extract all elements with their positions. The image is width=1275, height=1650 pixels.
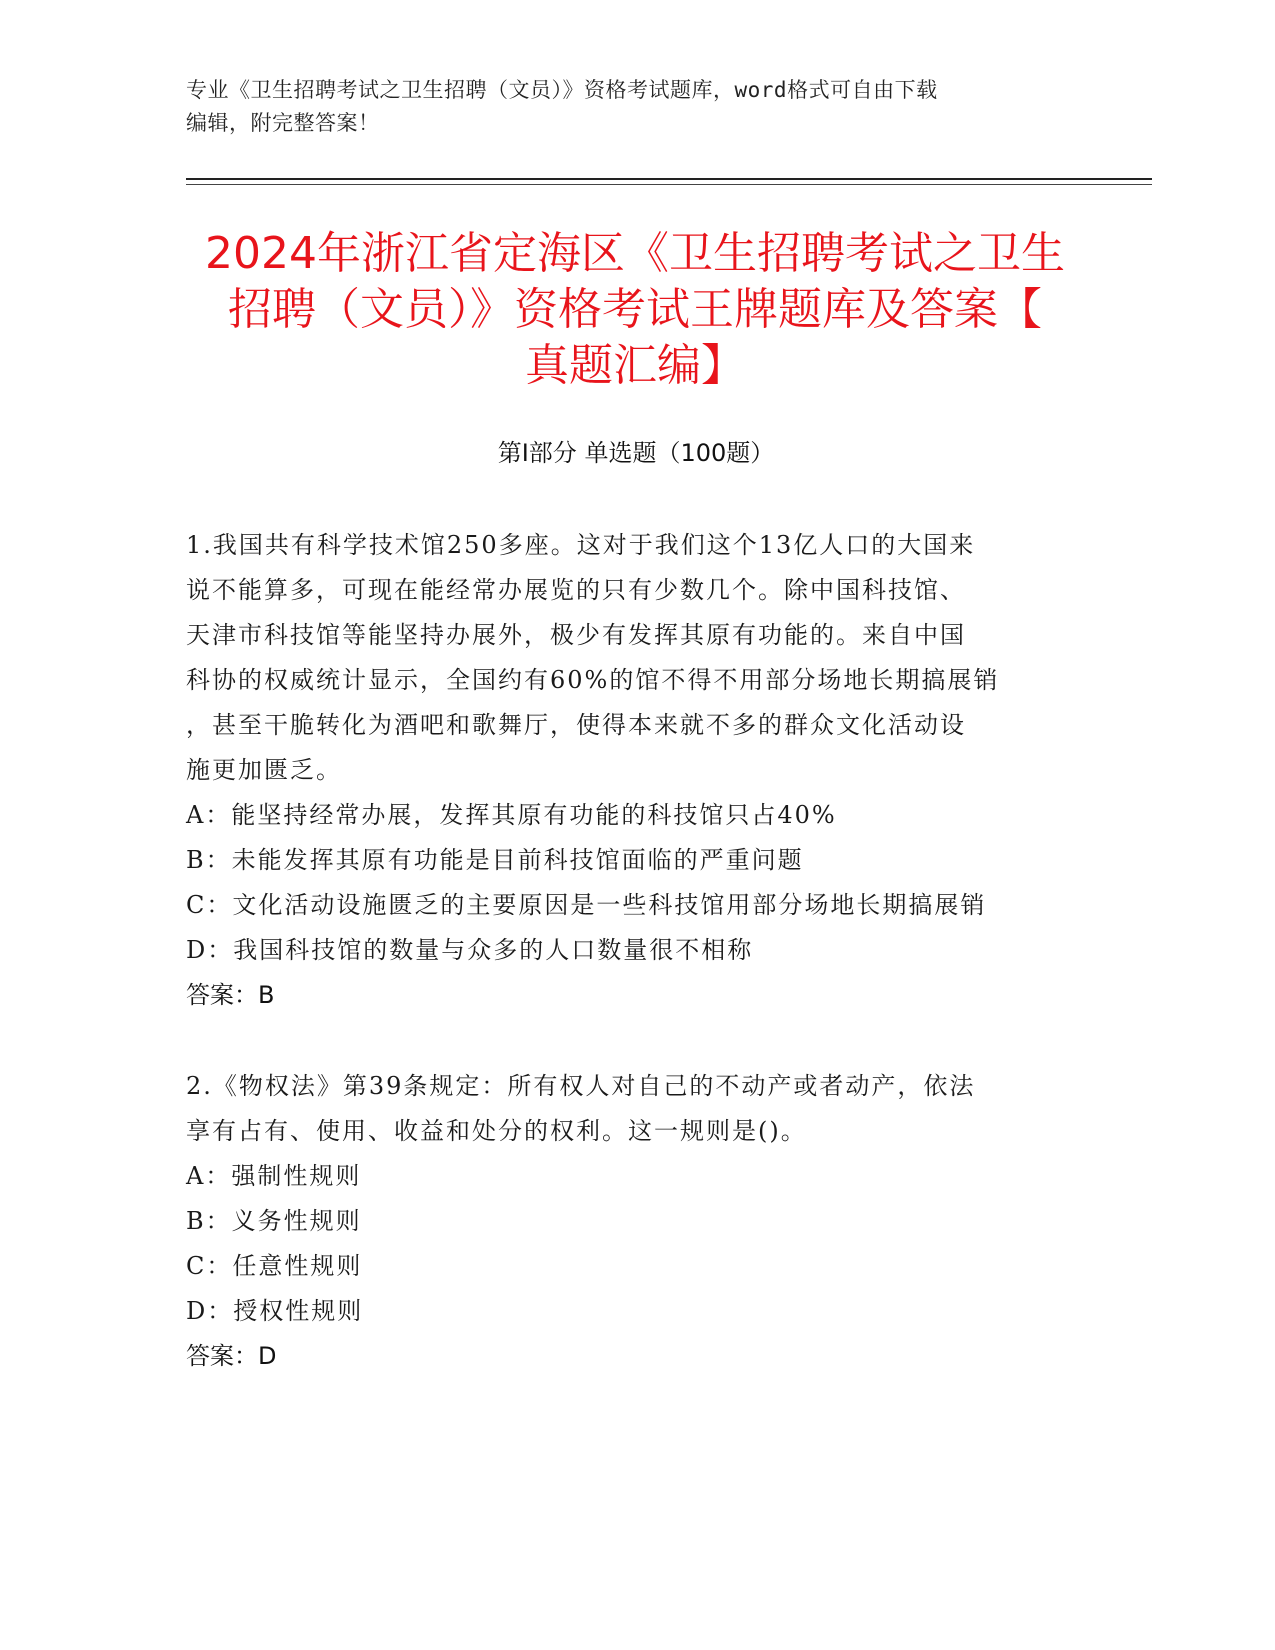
question-item <box>186 523 1086 1018</box>
option-c: C：任意性规则 <box>186 1252 363 1280</box>
document-title <box>160 226 1110 394</box>
question-stem <box>186 1064 1086 1154</box>
header-divider-thin <box>186 184 1152 185</box>
stem-line: 享有占有、使用、收益和处分的权利。这一规则是()。 <box>186 1117 807 1145</box>
title-line: 2024年浙江省定海区《卫生招聘考试之卫生 <box>205 228 1065 279</box>
header-note <box>186 74 1086 140</box>
option-c: C：文化活动设施匮乏的主要原因是一些科技馆用部分场地长期搞展销 <box>186 891 987 919</box>
stem-line: 天津市科技馆等能坚持办展外，极少有发挥其原有功能的。来自中国 <box>186 621 966 649</box>
header-note-line: 专业《卫生招聘考试之卫生招聘（文员）》资格考试题库，word格式可自由下载 <box>186 78 938 102</box>
stem-line: 1.我国共有科学技术馆250多座。这对于我们这个13亿人口的大国来 <box>186 531 976 559</box>
stem-line: 科协的权威统计显示，全国约有60%的馆不得不用部分场地长期搞展销 <box>186 666 1000 694</box>
answer-label: 答案：B <box>186 981 275 1009</box>
answer-label: 答案：D <box>186 1342 277 1370</box>
option-d: D：我国科技馆的数量与众多的人口数量很不相称 <box>186 936 754 964</box>
option-b: B：义务性规则 <box>186 1207 362 1235</box>
title-line: 真题汇编】 <box>525 340 745 391</box>
header-divider-thick <box>186 178 1152 180</box>
option-a: A：强制性规则 <box>186 1162 362 1190</box>
stem-line: ，甚至干脆转化为酒吧和歌舞厅，使得本来就不多的群众文化活动设 <box>186 711 966 739</box>
section-title: 第Ⅰ部分 单选题（100题） <box>497 439 775 467</box>
question-item <box>186 1064 1086 1379</box>
stem-line: 说不能算多，可现在能经常办展览的只有少数几个。除中国科技馆、 <box>186 576 966 604</box>
title-line: 招聘（文员）》资格考试王牌题库及答案【 <box>228 284 1042 335</box>
stem-line: 施更加匮乏。 <box>186 756 342 784</box>
stem-line: 2.《物权法》第39条规定：所有权人对自己的不动产或者动产，依法 <box>186 1072 976 1100</box>
option-d: D：授权性规则 <box>186 1297 364 1325</box>
header-note-line: 编辑，附完整答案！ <box>186 111 380 135</box>
question-stem <box>186 523 1086 793</box>
option-b: B：未能发挥其原有功能是目前科技馆面临的严重问题 <box>186 846 804 874</box>
option-a: A：能坚持经常办展，发挥其原有功能的科技馆只占40% <box>186 801 837 829</box>
